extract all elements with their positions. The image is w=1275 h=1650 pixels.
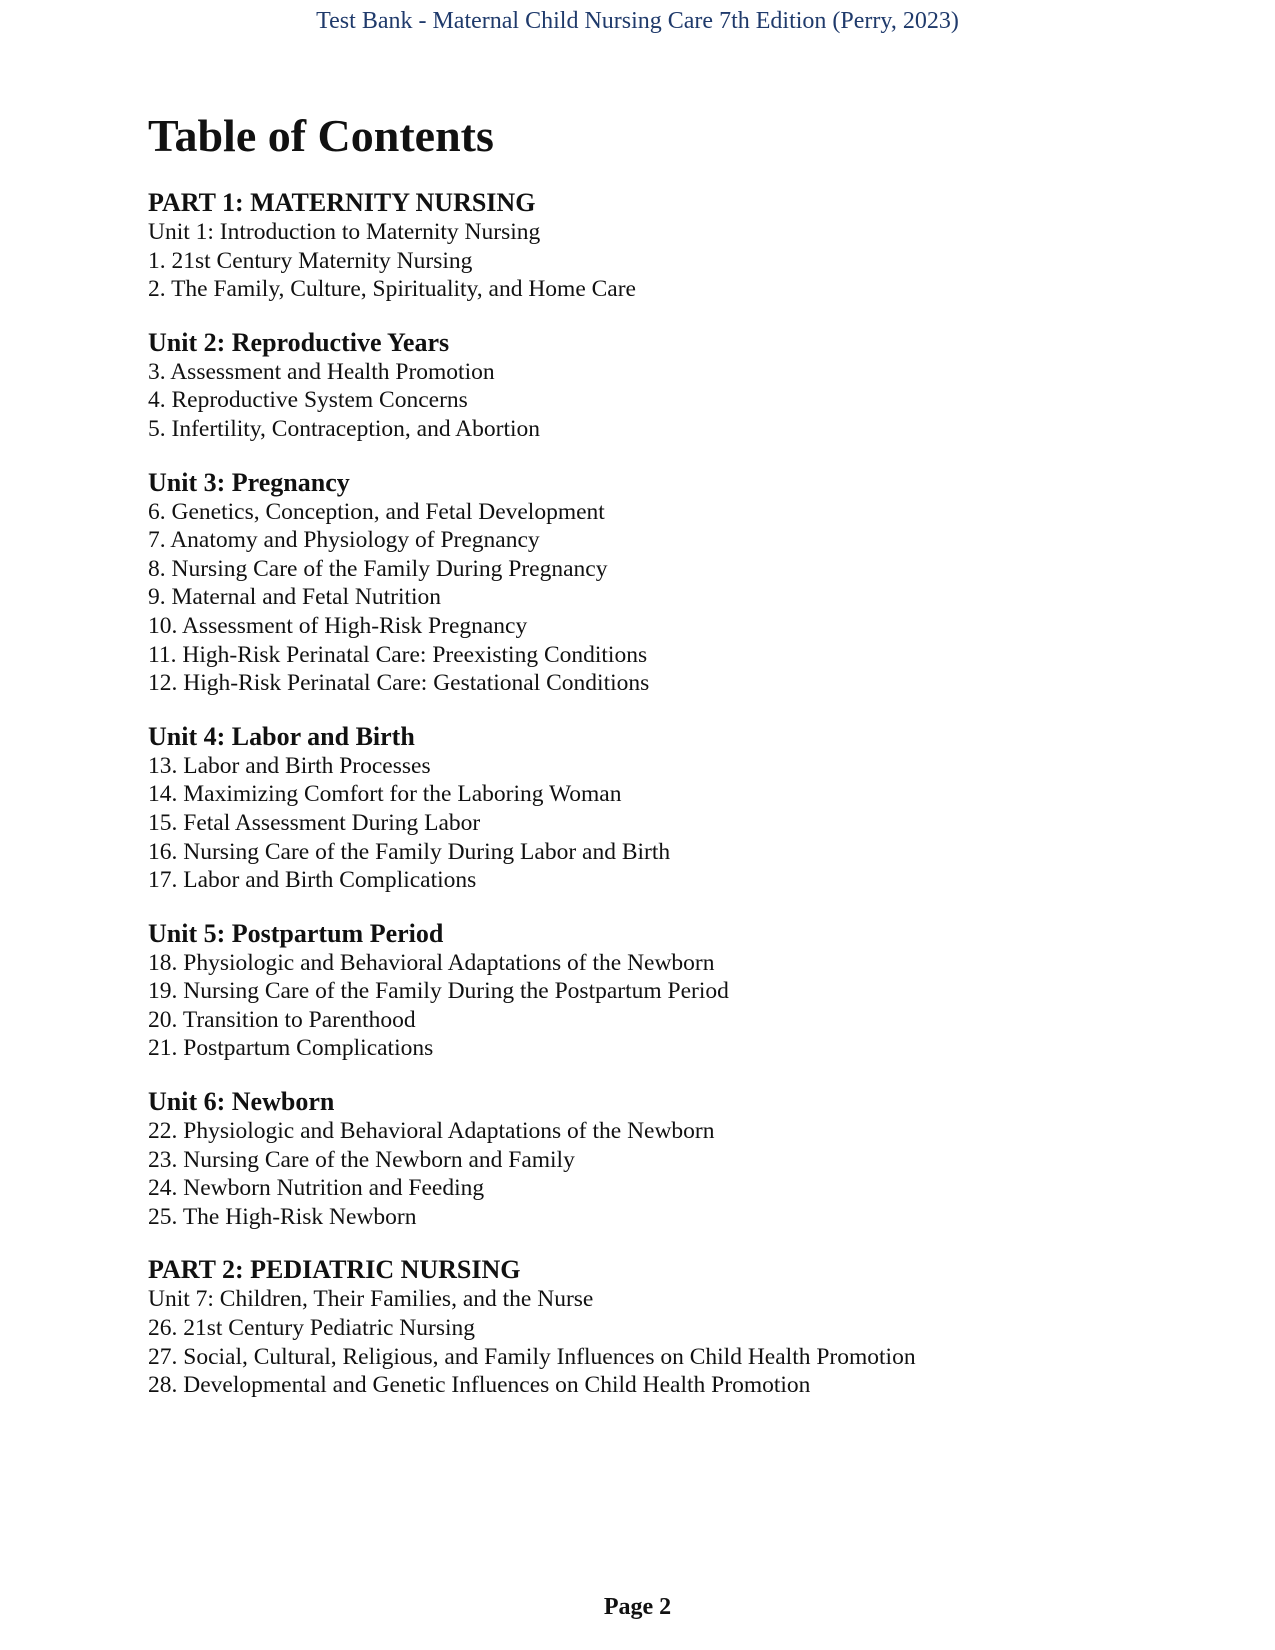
toc-entry: 11. High-Risk Perinatal Care: Preexisting Conditions	[148, 641, 648, 668]
section-heading: Unit 5: Postpartum Period	[148, 918, 444, 948]
toc-entry: 14. Maximizing Comfort for the Laboring Woman	[148, 781, 622, 808]
toc-entry: 19. Nursing Care of the Family During the Postpartum Period	[148, 978, 729, 1005]
section-heading: PART 1: MATERNITY NURSING	[148, 188, 536, 217]
toc-entry: 18. Physiologic and Behavioral Adaptations of the Newborn	[148, 949, 715, 976]
toc-entry: 28. Developmental and Genetic Influences on Child Health Promotion	[148, 1372, 811, 1399]
toc-entry: 2. The Family, Culture, Spirituality, and Home Care	[148, 276, 636, 303]
toc-entry: 26. 21st Century Pediatric Nursing	[148, 1315, 476, 1342]
section-heading: Unit 6: Newborn	[148, 1087, 335, 1117]
toc-entry: 21. Postpartum Complications	[148, 1035, 434, 1062]
toc-section-part-2	[148, 1255, 1188, 1399]
toc-entry: 17. Labor and Birth Complications	[148, 867, 477, 894]
toc-entry: 10. Assessment of High-Risk Pregnancy	[148, 612, 528, 639]
toc-content	[148, 106, 1188, 1400]
toc-entry: 5. Infertility, Contraception, and Abortion	[148, 415, 541, 442]
toc-section-unit-5	[148, 919, 1188, 1063]
section-heading: Unit 3: Pregnancy	[148, 467, 350, 497]
toc-entry: 9. Maternal and Fetal Nutrition	[148, 584, 442, 611]
toc-entry: 6. Genetics, Conception, and Fetal Development	[148, 498, 605, 525]
running-header: Test Bank - Maternal Child Nursing Care 7th Edition (Perry, 2023)	[316, 8, 959, 34]
section-heading: PART 2: PEDIATRIC NURSING	[148, 1255, 521, 1285]
toc-section-unit-3	[148, 468, 1188, 698]
toc-entry: 7. Anatomy and Physiology of Pregnancy	[148, 527, 540, 554]
toc-entry: 16. Nursing Care of the Family During Labor and Birth	[148, 838, 671, 865]
toc-entry: Unit 7: Children, Their Families, and the Nurse	[148, 1286, 594, 1313]
toc-entry: 27. Social, Cultural, Religious, and Family Influences on Child Health Promotion	[148, 1343, 916, 1370]
toc-entry: 24. Newborn Nutrition and Feeding	[148, 1175, 485, 1202]
toc-entry: 12. High-Risk Perinatal Care: Gestational Conditions	[148, 670, 650, 697]
toc-entry: Unit 1: Introduction to Maternity Nursing	[148, 219, 541, 245]
toc-entry: 1. 21st Century Maternity Nursing	[148, 247, 473, 274]
toc-entry: 23. Nursing Care of the Newborn and Family	[148, 1146, 575, 1173]
toc-entry: 20. Transition to Parenthood	[148, 1006, 416, 1033]
toc-entry: 25. The High-Risk Newborn	[148, 1203, 417, 1230]
toc-entry: 22. Physiologic and Behavioral Adaptations of the Newborn	[148, 1118, 715, 1145]
page-number: Page 2	[603, 1594, 672, 1620]
toc-section-unit-6	[148, 1087, 1188, 1231]
toc-entry: 4. Reproductive System Concerns	[148, 387, 468, 414]
section-heading: Unit 4: Labor and Birth	[148, 721, 415, 751]
toc-title: Table of Contents	[148, 110, 494, 161]
toc-entry: 13. Labor and Birth Processes	[148, 752, 431, 779]
toc-entry: 8. Nursing Care of the Family During Pregnancy	[148, 555, 608, 582]
toc-section-unit-2	[148, 328, 1188, 444]
toc-entry: 15. Fetal Assessment During Labor	[148, 809, 481, 836]
toc-section-unit-4	[148, 722, 1188, 895]
section-heading: Unit 2: Reproductive Years	[148, 327, 450, 357]
toc-section-part-1	[148, 188, 1188, 304]
toc-entry: 3. Assessment and Health Promotion	[148, 358, 495, 385]
